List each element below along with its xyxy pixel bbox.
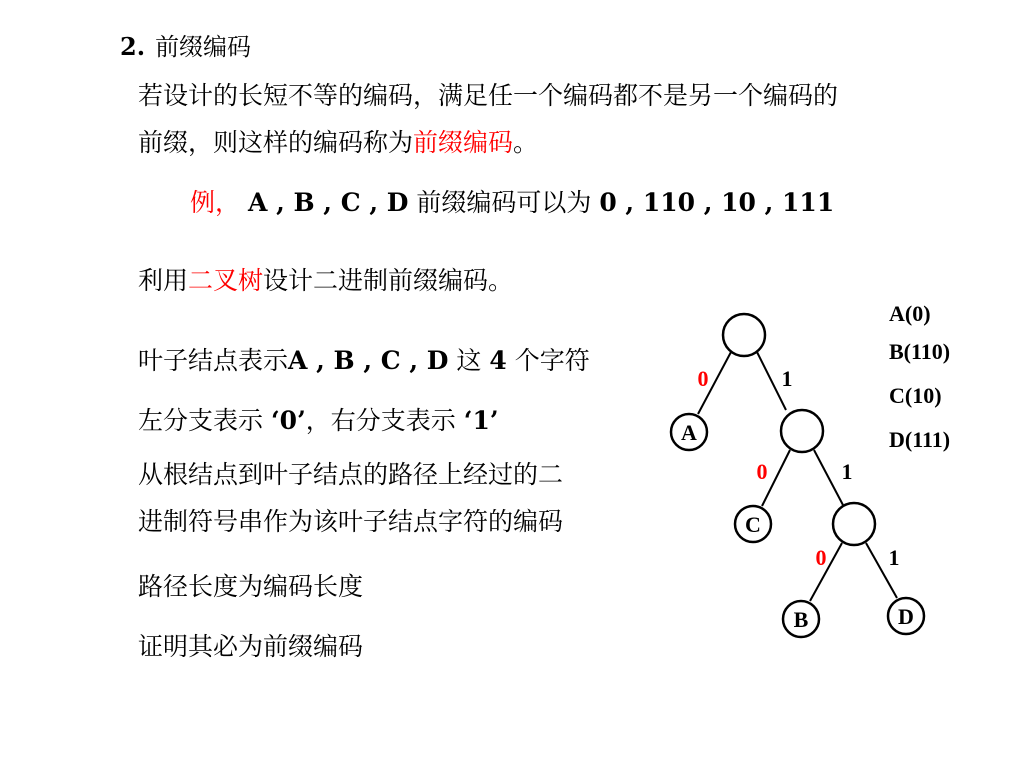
leaf-label-b: B [793, 607, 809, 632]
path-length-line: 路径长度为编码长度 [138, 572, 364, 601]
section-number: 2. [120, 32, 146, 61]
binary-tree-prefix: 利用 [138, 266, 189, 295]
proof-line: 证明其必为前缀编码 [138, 632, 364, 661]
leaf-prefix: 叶子结点表示 [138, 346, 289, 375]
edge-label-n1-right: 1 [841, 459, 853, 484]
branch-left-label: 左分支表示 [138, 406, 264, 435]
tree-edges [698, 352, 897, 601]
leaf-suffix: 个字符 [514, 346, 590, 375]
edge-label-n2-left: 0 [815, 545, 827, 570]
code-a: A(0) [889, 301, 931, 326]
code-table [889, 301, 950, 452]
definition-line-1: 若设计的长短不等的编码，满足任一个编码都不是另一个编码的 [138, 81, 839, 110]
prefix-code-term: 前缀编码 [413, 128, 514, 157]
edge-label-n1-left: 0 [756, 459, 768, 484]
binary-tree-suffix: 设计二进制前缀编码。 [263, 266, 514, 295]
example-middle: 前缀编码可以为 [416, 188, 592, 217]
path-description-line-1: 从根结点到叶子结点的路径上经过的二 [138, 460, 564, 489]
code-d: D(111) [889, 427, 951, 452]
leaf-label-d: D [898, 604, 914, 629]
definition-prefix: 前缀，则这样的编码称为 [138, 128, 414, 157]
internal-node-1 [781, 410, 823, 452]
edge-label-n2-right: 1 [888, 545, 900, 570]
example-codes: 0 , 110 , 10 , 111 [599, 188, 835, 217]
root-node [723, 314, 765, 356]
edge-label-root-right: 1 [781, 366, 793, 391]
branch-separator: ，右分支表示 [305, 406, 456, 435]
internal-node-2 [833, 503, 875, 545]
example-label: 例， [190, 188, 241, 217]
path-description-line-2: 进制符号串作为该叶子结点字符的编码 [138, 507, 564, 536]
leaf-label-a: A [681, 420, 697, 445]
code-c: C(10) [889, 383, 942, 408]
branch-left-value: ‘0’ [270, 406, 306, 435]
leaf-middle: 这 [456, 346, 482, 375]
definition-suffix: 。 [513, 128, 539, 157]
leaf-count: 4 [489, 346, 507, 375]
example-letters: A , B , C , D [247, 188, 409, 217]
branch-right-value: ‘1’ [463, 406, 499, 435]
section-title: 前缀编码 [155, 33, 252, 61]
edge-label-root-left: 0 [697, 366, 709, 391]
leaf-letters: A , B , C , D [288, 346, 449, 375]
binary-tree-term: 二叉树 [188, 266, 264, 295]
leaf-label-c: C [745, 512, 761, 537]
code-b: B(110) [889, 339, 951, 364]
edge-n1-n2 [814, 450, 843, 505]
